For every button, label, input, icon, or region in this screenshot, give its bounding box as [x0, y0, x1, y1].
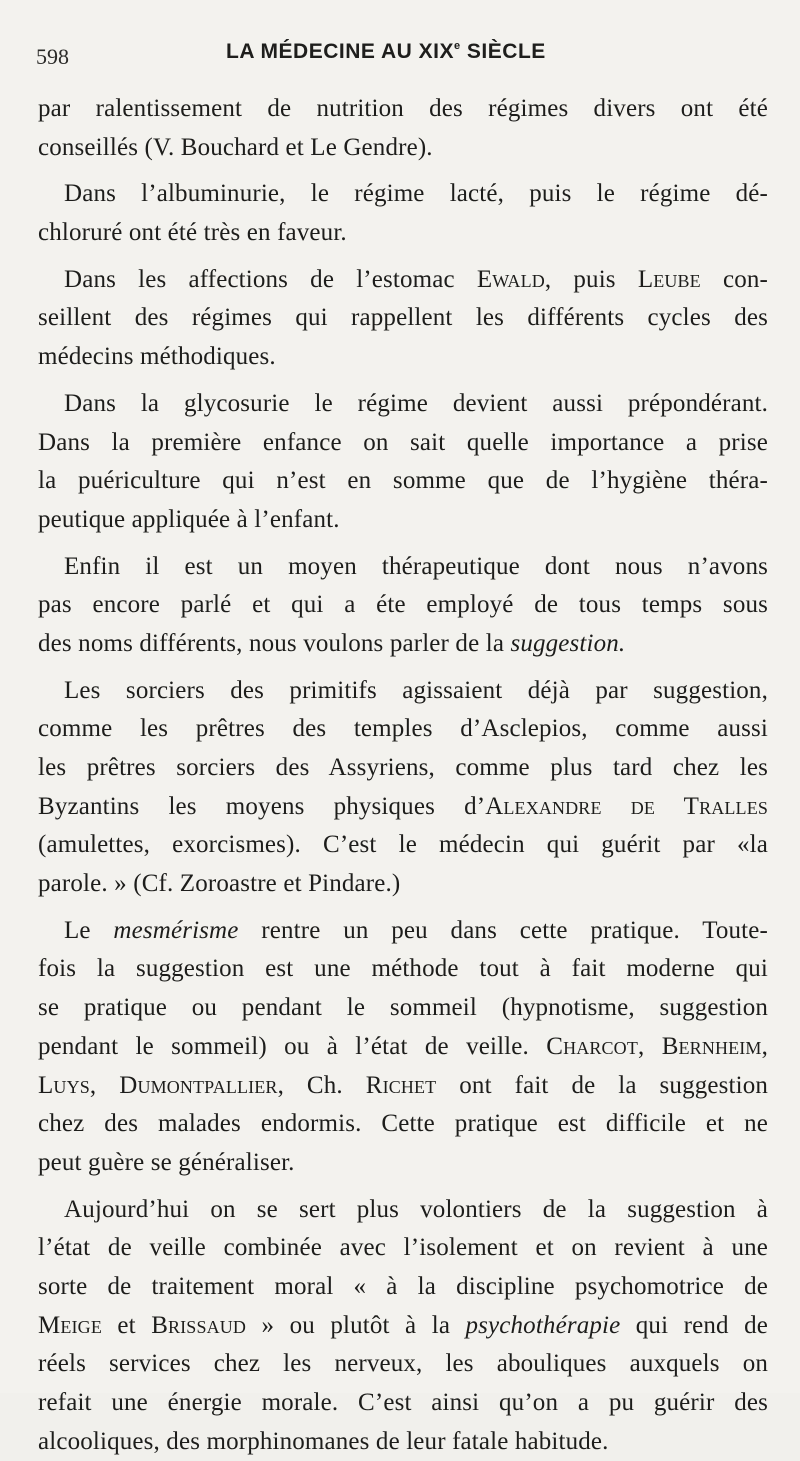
- text-line: [38, 1144, 768, 1183]
- text-run: Les sorciers des primitifs agissaient déjà par suggestion,: [64, 676, 768, 704]
- paragraph: [38, 548, 768, 664]
- text-run: peut guère se généraliser.: [38, 1148, 295, 1176]
- text-line: [38, 1345, 768, 1384]
- paragraph-gap: [38, 253, 768, 261]
- text-line: [38, 625, 768, 664]
- text-line: [38, 950, 768, 989]
- text-run: Le: [64, 916, 114, 944]
- paragraph-gap: [38, 167, 768, 175]
- text-run: conseillés (V. Bouchard et Le Gendre).: [38, 133, 433, 161]
- page-number: 598: [36, 44, 69, 69]
- text-run: parole. » (Cf. Zoroastre et Pindare.): [38, 870, 401, 898]
- italic-term: psychothérapie: [465, 1311, 621, 1339]
- text-line: [38, 749, 768, 788]
- text-run: fois la suggestion est une méthode tout à fait moderne qui: [38, 955, 768, 983]
- text-run: refait une énergie morale. C’est ainsi qu’on a pu guérir des: [38, 1389, 768, 1416]
- text-run: par ralentissement de nutrition des régimes divers ont été: [38, 95, 768, 122]
- text-run: l’état de veille combinée avec l’isolement et on revient à une: [38, 1234, 768, 1262]
- text-run: pendant le sommeil) ou à l’état de veille.: [38, 1032, 547, 1060]
- text-line: [38, 424, 768, 463]
- text-run: des noms différents, nous voulons parler de la: [38, 629, 511, 657]
- paragraph-gap: [38, 540, 768, 548]
- text-line: [38, 672, 768, 711]
- text-line: [38, 865, 768, 904]
- text-line: [38, 214, 768, 253]
- paragraph-gap: [38, 904, 768, 912]
- text-run: Dans la glycosurie le régime devient aussi prépondérant.: [64, 389, 768, 417]
- proper-name: Charcot: [546, 1032, 638, 1060]
- text-line: [38, 710, 768, 749]
- paragraph-gap: [38, 664, 768, 672]
- text-run: ont fait de la suggestion: [436, 1071, 768, 1099]
- proper-name: Brissaud: [151, 1311, 247, 1339]
- text-line: [38, 1268, 768, 1307]
- page-header: [36, 30, 764, 78]
- text-line: [38, 912, 768, 951]
- text-run: pas encore parlé et qui a éte employé de tous temps sous: [38, 591, 768, 619]
- text-run: , puis: [544, 265, 638, 293]
- text-run: chloruré ont été très en faveur.: [38, 219, 347, 247]
- text-line: [38, 175, 768, 214]
- text-line: [38, 462, 768, 501]
- text-run: rentre un peu dans cette pratique. Toute-: [238, 916, 768, 944]
- text-line: [38, 826, 768, 865]
- text-run: alcooliques, des morphinomanes de leur fatale habitude.: [38, 1427, 609, 1455]
- text-run: réels services chez les nerveux, les abouliques auxquels on: [38, 1350, 768, 1378]
- text-line: [38, 548, 768, 587]
- proper-name: Bernheim: [661, 1032, 762, 1060]
- text-run: Byzantins les moyens physiques d’: [38, 792, 486, 820]
- text-line: [38, 1423, 768, 1461]
- text-run: Dans la première enfance on sait quelle importance a prise: [38, 428, 768, 456]
- proper-name: Richet: [365, 1071, 437, 1099]
- text-line: [38, 261, 768, 300]
- text-run: Dans l’albuminurie, le régime lacté, puis le régime dé-: [64, 180, 768, 208]
- text-line: [38, 1105, 768, 1144]
- italic-term: mesmérisme: [113, 916, 239, 944]
- text-line: [38, 1191, 768, 1230]
- text-run: Aujourd’hui on se sert plus volontiers de la suggestion à: [64, 1195, 768, 1223]
- text-line: [38, 129, 768, 168]
- paragraph: [38, 1191, 768, 1461]
- text-line: [38, 1384, 768, 1423]
- text-run: , Ch.: [277, 1071, 366, 1099]
- proper-name: Alexandre de Tralles: [485, 792, 769, 820]
- text-run: les prêtres sorciers des Assyriens, comme plus tard chez les: [38, 754, 768, 781]
- text-line: [38, 299, 768, 338]
- proper-name: Meige: [38, 1311, 102, 1339]
- proper-name: Leube: [637, 265, 701, 293]
- paragraph: [38, 261, 768, 377]
- text-line: [38, 90, 768, 129]
- italic-term: suggestion.: [510, 629, 626, 657]
- text-run: Dans les affections de l’estomac: [64, 265, 477, 293]
- text-line: [38, 338, 768, 377]
- paragraph: [38, 175, 768, 252]
- text-line: [38, 1229, 768, 1268]
- proper-name: Ewald: [476, 265, 545, 293]
- proper-name: Luys: [38, 1071, 90, 1099]
- text-line: [38, 1028, 768, 1067]
- paragraph: [38, 912, 768, 1183]
- text-run: peutique appliquée à l’enfant.: [38, 505, 340, 533]
- text-run: ,: [637, 1032, 662, 1060]
- text-run: (amulettes, exorcismes). C’est le médecin qui guérit par «la: [38, 831, 768, 859]
- text-line: [38, 501, 768, 540]
- text-line: [38, 989, 768, 1028]
- paragraph: [38, 90, 768, 167]
- running-head-tail: SIÈCLE: [460, 40, 546, 63]
- text-line: [38, 788, 768, 827]
- text-run: qui rend de: [620, 1311, 768, 1339]
- proper-name: Dumontpallier: [119, 1071, 278, 1099]
- text-line: [38, 1307, 768, 1346]
- body-text: [38, 90, 768, 1461]
- text-run: et: [101, 1311, 152, 1339]
- text-run: médecins méthodiques.: [38, 343, 276, 371]
- text-run: chez des malades endormis. Cette pratique est difficile et ne: [38, 1110, 768, 1138]
- text-line: [38, 586, 768, 625]
- text-run: seillent des régimes qui rappellent les différents cycles des: [38, 304, 768, 332]
- text-line: [38, 385, 768, 424]
- paragraph-gap: [38, 1183, 768, 1191]
- text-run: la puériculture qui n’est en somme que de l’hygiène théra-: [38, 467, 768, 495]
- text-run: Enfin il est un moyen thérapeutique dont nous n’avons: [64, 552, 768, 580]
- running-head-main: LA MÉDECINE AU XIX: [226, 40, 454, 63]
- paragraph: [38, 385, 768, 540]
- text-run: » ou plutôt à la: [246, 1311, 466, 1339]
- paragraph: [38, 672, 768, 904]
- text-run: ,: [89, 1071, 120, 1099]
- text-run: sorte de traitement moral « à la discipline psychomotrice de: [38, 1272, 768, 1300]
- text-run: ,: [761, 1032, 768, 1060]
- text-line: [38, 1067, 768, 1106]
- running-head: [226, 40, 546, 64]
- text-run: se pratique ou pendant le sommeil (hypnotisme, suggestion: [38, 994, 768, 1022]
- paragraph-gap: [38, 377, 768, 385]
- text-run: con-: [700, 265, 768, 293]
- text-run: comme les prêtres des temples d’Asclepios, comme aussi: [38, 715, 768, 743]
- running-head-superscript: e: [453, 40, 461, 52]
